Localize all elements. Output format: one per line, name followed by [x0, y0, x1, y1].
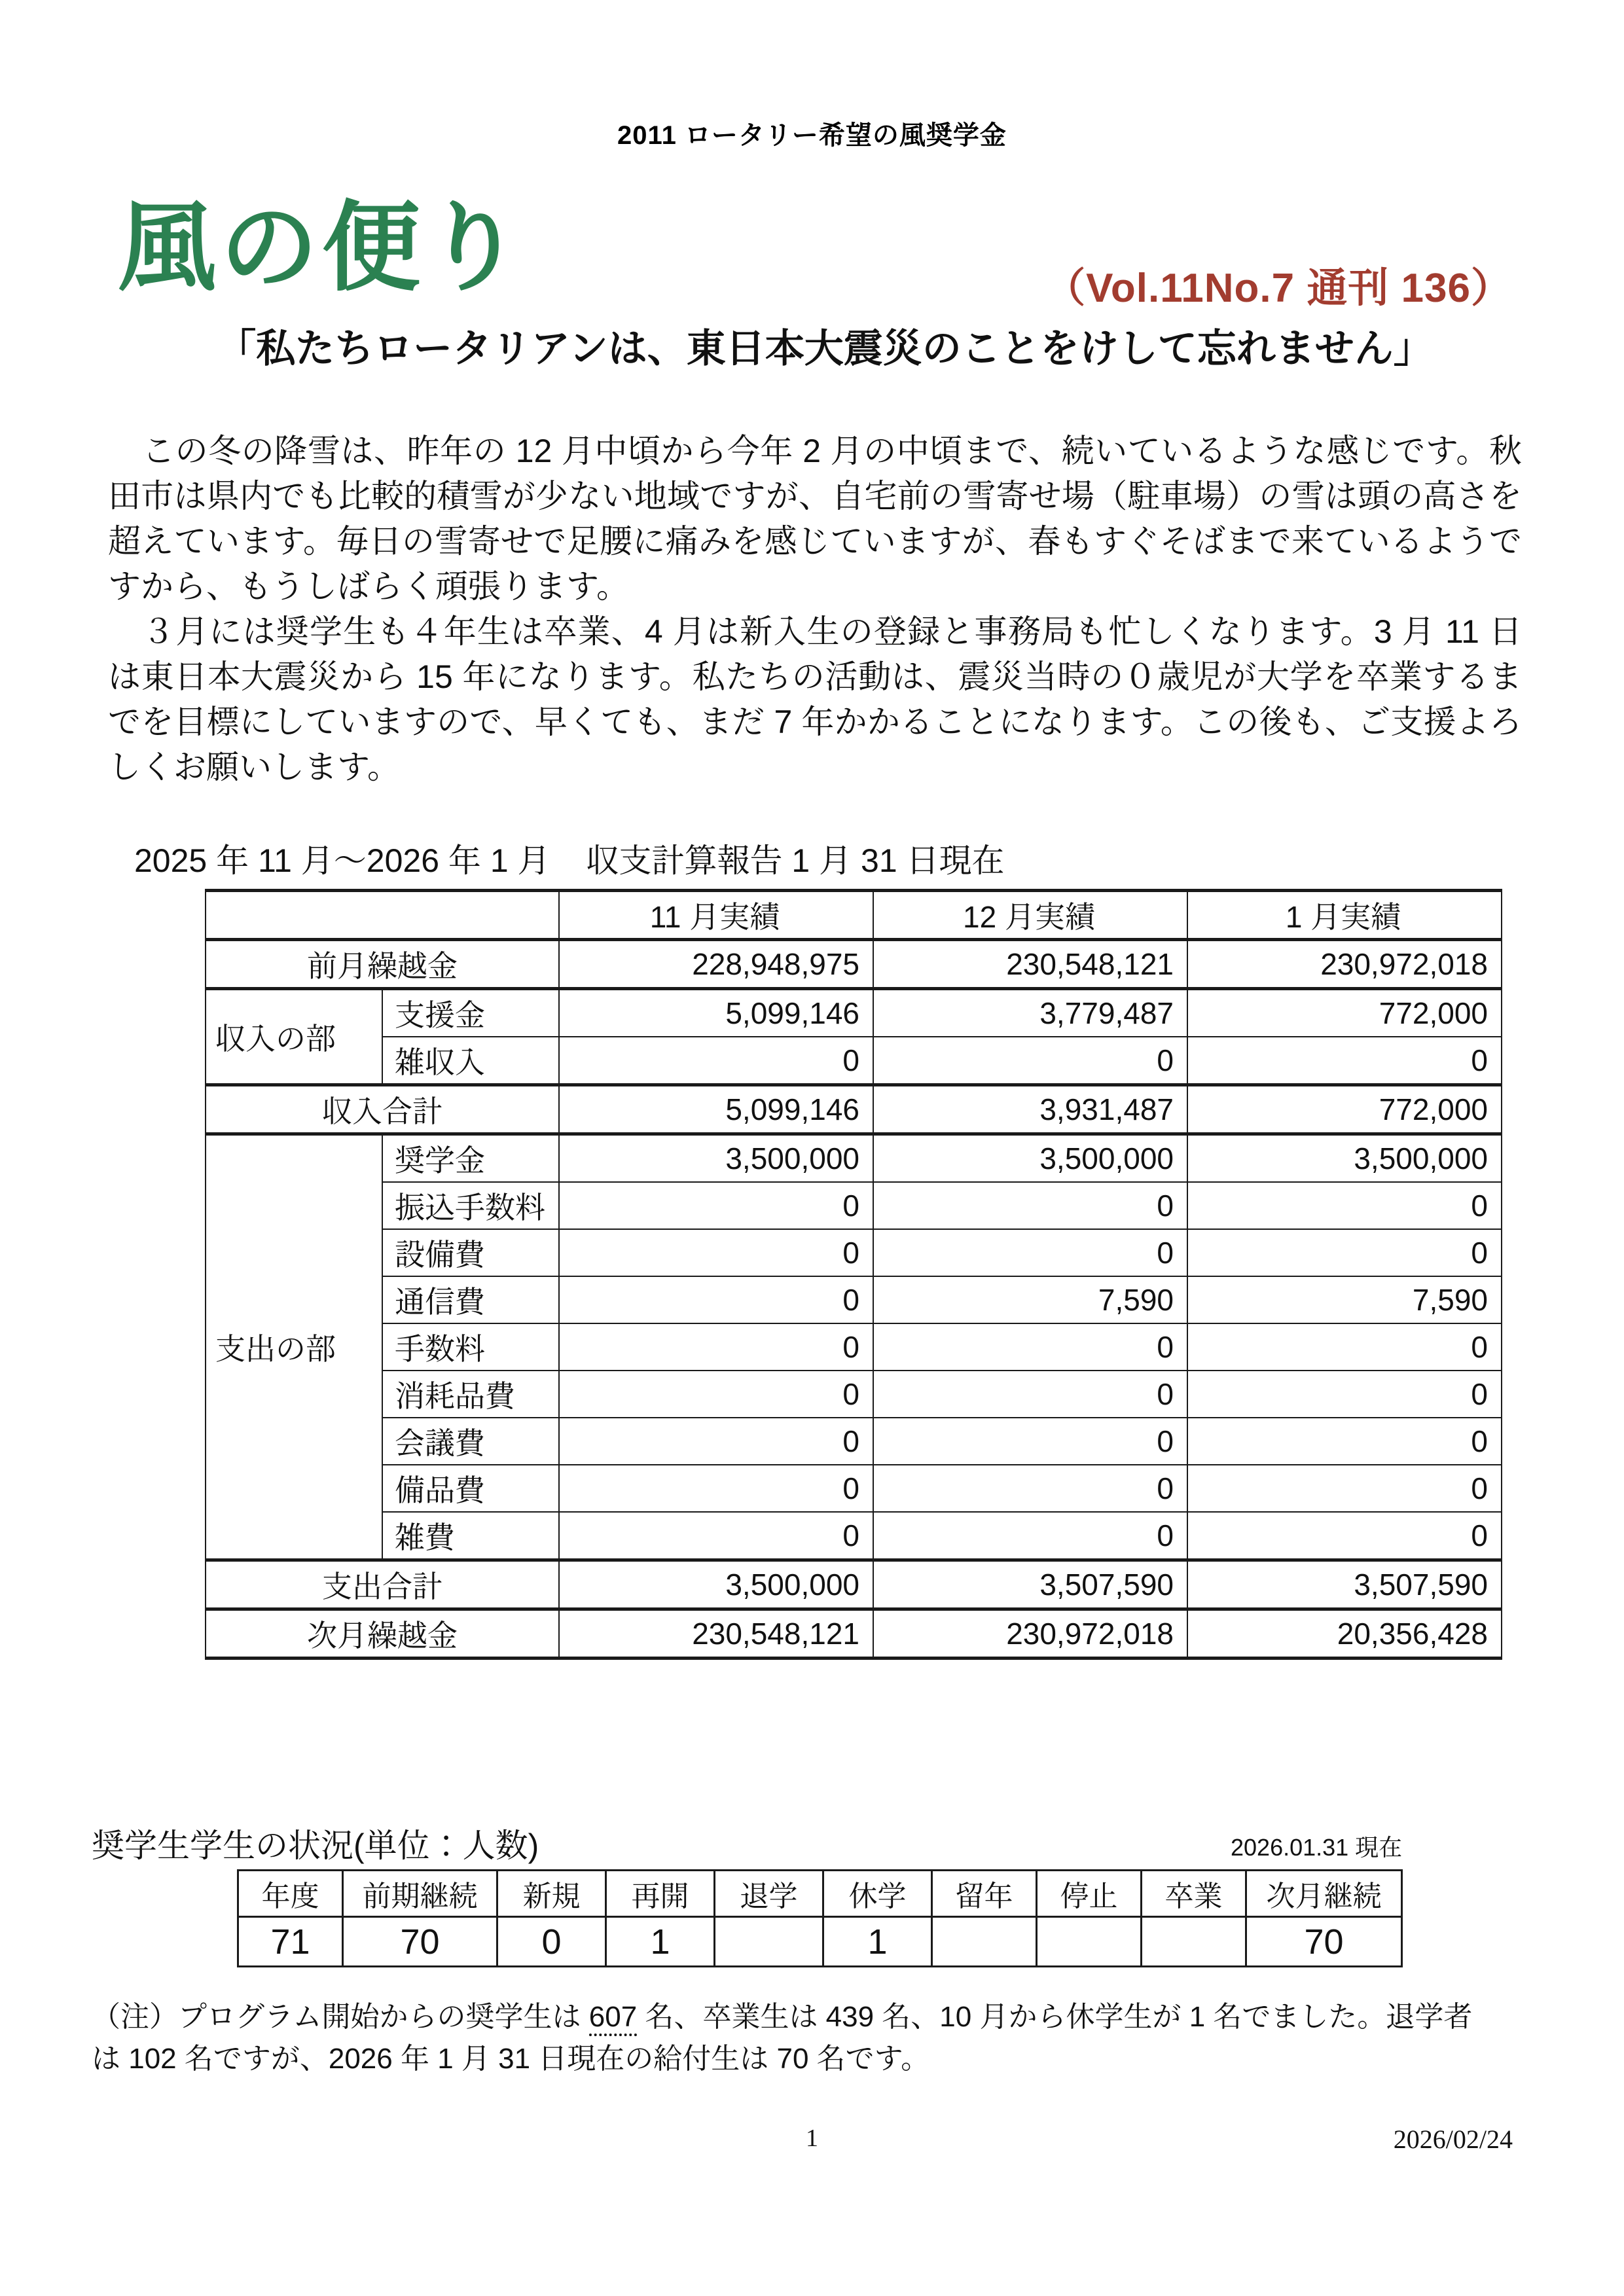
cell-value: 0 [559, 1512, 873, 1560]
row-label-misc-income: 雑収入 [382, 1037, 559, 1085]
row-label-scholarship: 奨学金 [382, 1134, 559, 1183]
cell-value: 3,500,000 [559, 1134, 873, 1183]
cell-value: 0 [873, 1037, 1187, 1085]
masthead [118, 192, 1519, 370]
table-row [206, 1418, 1502, 1465]
row-label-carryover-next: 次月繰越金 [206, 1609, 559, 1659]
table-row [206, 1276, 1502, 1323]
students-header-withdrawn: 退学 [715, 1871, 823, 1917]
cell-value: 3,931,487 [873, 1085, 1187, 1134]
slogan: 「私たちロータリアンは、東日本大震災のことをけして忘れません」 [217, 327, 1433, 370]
cell-value: 0 [1187, 1323, 1502, 1371]
cell-value: 0 [559, 1323, 873, 1371]
table-row [206, 1229, 1502, 1276]
students-value-next-continuing: 70 [1246, 1917, 1402, 1967]
table-header-row [206, 891, 1502, 940]
financial-caption-report: 収支計算報告 1 月 31 日現在 [586, 842, 1005, 879]
footnote-line1-rest: 名、卒業生は 439 名、10 月から休学生が 1 名でました。退学者 [637, 2001, 1473, 2033]
cell-value: 0 [1187, 1182, 1502, 1229]
table-row [206, 1323, 1502, 1371]
cell-value: 772,000 [1187, 1085, 1502, 1134]
table-row [206, 1085, 1502, 1134]
cell-value: 0 [559, 1465, 873, 1512]
row-label-support-funds: 支援金 [382, 989, 559, 1037]
students-value-new: 0 [497, 1917, 606, 1967]
table-row [206, 1512, 1502, 1560]
cell-value: 3,507,590 [1187, 1560, 1502, 1609]
row-label-consumables-cost: 消耗品費 [382, 1371, 559, 1418]
footnote [92, 1996, 1538, 2080]
cell-value: 0 [873, 1465, 1187, 1512]
cell-value: 230,972,018 [873, 1609, 1187, 1659]
cell-value: 7,590 [1187, 1276, 1502, 1323]
students-table-container [237, 1869, 1401, 1967]
cell-value: 0 [559, 1418, 873, 1465]
cell-value: 0 [559, 1037, 873, 1085]
students-value-year: 71 [238, 1917, 343, 1967]
cell-value: 3,500,000 [559, 1560, 873, 1609]
cell-value: 0 [873, 1182, 1187, 1229]
table-row [206, 1134, 1502, 1183]
row-label-expense-total: 支出合計 [206, 1560, 559, 1609]
row-label-meeting-cost: 会議費 [382, 1418, 559, 1465]
row-category-expense: 支出の部 [206, 1134, 382, 1560]
cell-value: 228,948,975 [559, 940, 873, 989]
table-row [206, 940, 1502, 989]
students-header-suspended: 停止 [1037, 1871, 1142, 1917]
cell-value: 230,548,121 [559, 1609, 873, 1659]
table-row [206, 1560, 1502, 1609]
students-value-row [238, 1917, 1402, 1967]
cell-value: 772,000 [1187, 989, 1502, 1037]
cell-value: 0 [1187, 1371, 1502, 1418]
students-value-withdrawn [715, 1917, 823, 1967]
students-header-repeat-year: 留年 [932, 1871, 1037, 1917]
cell-value: 0 [1187, 1465, 1502, 1512]
financial-table-container [205, 889, 1501, 1660]
table-row [206, 1182, 1502, 1229]
header-cell-jan: 1 月実績 [1187, 891, 1502, 940]
cell-value: 0 [1187, 1037, 1502, 1085]
cell-value: 3,779,487 [873, 989, 1187, 1037]
table-row [206, 1037, 1502, 1085]
students-header-leave: 休学 [823, 1871, 932, 1917]
financial-table [205, 889, 1502, 1660]
financial-table-caption [134, 834, 1005, 882]
cell-value: 0 [873, 1323, 1187, 1371]
article-paragraph-1: この冬の降雪は、昨年の 12 月中頃から今年 2 月の中頃まで、続いているような感じです。秋田市は県内でも比較的積雪が少ない地域ですが、自宅前の雪寄せ場（駐車場）の雪は頭の高さを超えています。毎日の雪寄せで足腰に痛みを感じていますが、春もすぐそばまで来ているようですから、もうしばらく頑張ります。 [108, 433, 1522, 605]
volume-issue-label: （Vol.11No.7 通刊 136） [1045, 266, 1512, 311]
students-header-new: 新規 [497, 1871, 606, 1917]
row-label-misc-expense: 雑費 [382, 1512, 559, 1560]
row-label-income-total: 収入合計 [206, 1085, 559, 1134]
cell-value: 0 [1187, 1512, 1502, 1560]
table-row [206, 1465, 1502, 1512]
students-header-next-continuing: 次月継続 [1246, 1871, 1402, 1917]
row-label-equipment-cost: 設備費 [382, 1229, 559, 1276]
students-value-prev-continuing: 70 [343, 1917, 497, 1967]
cell-value: 7,590 [873, 1276, 1187, 1323]
cell-value: 0 [873, 1229, 1187, 1276]
cell-value: 0 [873, 1418, 1187, 1465]
table-row [206, 1371, 1502, 1418]
article-paragraph-2: ３月には奨学生も４年生は卒業、4 月は新入生の登録と事務局も忙しくなります。3 月 11 日は東日本大震災から 15 年になります。私たちの活動は、震災当時の０歳児が大学を卒業するまでを目標にしていますので、早くても、まだ 7 年かかることになります。この後も、ご支援よろしくお願いします。 [108, 613, 1522, 785]
cell-value: 0 [1187, 1229, 1502, 1276]
footnote-prefix: （注）プログラム開始からの奨学生は [92, 2001, 589, 2033]
cell-value: 3,500,000 [873, 1134, 1187, 1183]
row-label-fee: 手数料 [382, 1323, 559, 1371]
cell-value: 3,507,590 [873, 1560, 1187, 1609]
students-value-suspended [1037, 1917, 1142, 1967]
article-body [108, 429, 1522, 790]
students-header-year: 年度 [238, 1871, 343, 1917]
row-label-supplies-cost: 備品費 [382, 1465, 559, 1512]
table-row [206, 1609, 1502, 1659]
cell-value: 0 [1187, 1418, 1502, 1465]
row-category-income: 収入の部 [206, 989, 382, 1085]
row-label-transfer-fee: 振込手数料 [382, 1182, 559, 1229]
cell-value: 230,972,018 [1187, 940, 1502, 989]
cell-value: 0 [559, 1182, 873, 1229]
students-header-row [238, 1871, 1402, 1917]
row-label-communication-cost: 通信費 [382, 1276, 559, 1323]
cell-value: 0 [559, 1276, 873, 1323]
students-value-graduated [1142, 1917, 1246, 1967]
document-kicker: 2011 ロータリー希望の風奨学金 [617, 121, 1007, 150]
students-table-caption: 奨学生学生の状況(単位：人数) [92, 1827, 539, 1864]
table-row [206, 989, 1502, 1037]
page-date: 2026/02/24 [1393, 2125, 1513, 2154]
footnote-line-1 [92, 1996, 1538, 2038]
cell-value: 5,099,146 [559, 989, 873, 1037]
financial-caption-period: 2025 年 11 月～2026 年 1 月 [134, 842, 550, 879]
students-as-of-date: 2026.01.31 現在 [1231, 1834, 1403, 1861]
footnote-highlight-count: 607 [589, 2001, 637, 2036]
newsletter-title: 風の便り [118, 192, 527, 302]
header-cell-nov: 11 月実績 [559, 891, 873, 940]
page-number: 1 [806, 2125, 818, 2152]
cell-value: 5,099,146 [559, 1085, 873, 1134]
students-header-resumed: 再開 [606, 1871, 715, 1917]
students-value-resumed: 1 [606, 1917, 715, 1967]
cell-value: 230,548,121 [873, 940, 1187, 989]
cell-value: 0 [873, 1512, 1187, 1560]
footnote-line-2: は 102 名ですが、2026 年 1 月 31 日現在の給付生は 70 名です。 [92, 2042, 930, 2075]
students-value-leave: 1 [823, 1917, 932, 1967]
header-cell-blank [206, 891, 559, 940]
cell-value: 0 [873, 1371, 1187, 1418]
students-header-graduated: 卒業 [1142, 1871, 1246, 1917]
cell-value: 3,500,000 [1187, 1134, 1502, 1183]
row-label-carryover-prev: 前月繰越金 [206, 940, 559, 989]
cell-value: 0 [559, 1229, 873, 1276]
cell-value: 20,356,428 [1187, 1609, 1502, 1659]
students-value-repeat-year [932, 1917, 1037, 1967]
header-cell-dec: 12 月実績 [873, 891, 1187, 940]
cell-value: 0 [559, 1371, 873, 1418]
students-header-prev-continuing: 前期継続 [343, 1871, 497, 1917]
students-table [237, 1869, 1403, 1967]
